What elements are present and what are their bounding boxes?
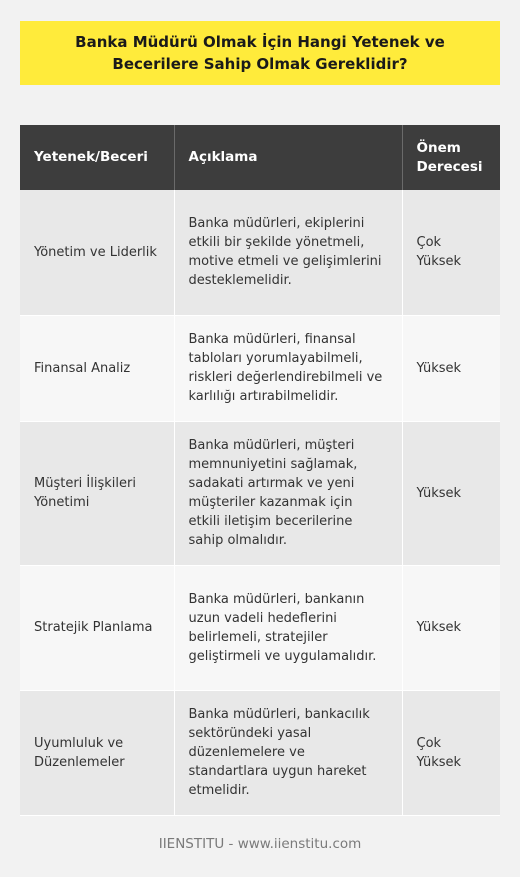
description-cell: Banka müdürleri, ekiplerini etkili bir şekilde yönetmeli, motive etmeli ve gelişimlerini desteklemelidir. <box>174 190 402 315</box>
skill-cell: Stratejik Planlama <box>20 565 174 690</box>
column-header-importance: Önem Derecesi <box>402 125 500 190</box>
importance-cell: Çok Yüksek <box>402 190 500 315</box>
importance-cell: Çok Yüksek <box>402 690 500 815</box>
table-row <box>20 421 500 565</box>
table-body <box>20 190 500 815</box>
table-row <box>20 565 500 690</box>
page-title: Banka Müdürü Olmak İçin Hangi Yetenek ve Becerilere Sahip Olmak Gereklidir? <box>75 33 445 73</box>
table-header-row <box>20 125 500 190</box>
importance-cell: Yüksek <box>402 315 500 421</box>
table-header <box>20 125 500 190</box>
description-cell: Banka müdürleri, bankanın uzun vadeli hedeflerini belirlemeli, stratejiler geliştirmeli ve uygulamalıdır. <box>174 565 402 690</box>
column-header-description: Açıklama <box>174 125 402 190</box>
title-banner <box>20 21 500 85</box>
skill-cell: Finansal Analiz <box>20 315 174 421</box>
table-row <box>20 690 500 815</box>
skill-cell: Uyumluluk ve Düzenlemeler <box>20 690 174 815</box>
importance-cell: Yüksek <box>402 421 500 565</box>
column-header-skill: Yetenek/Beceri <box>20 125 174 190</box>
description-cell: Banka müdürleri, müşteri memnuniyetini sağlamak, sadakati artırmak ve yeni müşteriler kazanmak için etkili iletişim becerilerine sahip olmalıdır. <box>174 421 402 565</box>
table-row <box>20 315 500 421</box>
skill-cell: Yönetim ve Liderlik <box>20 190 174 315</box>
footer-credit: IIENSTITU - www.iienstitu.com <box>158 836 362 852</box>
description-cell: Banka müdürleri, finansal tabloları yorumlayabilmeli, riskleri değerlendirebilmeli ve karlılığı artırabilmelidir. <box>174 315 402 421</box>
skill-cell: Müşteri İlişkileri Yönetimi <box>20 421 174 565</box>
skills-table <box>20 125 500 816</box>
importance-cell: Yüksek <box>402 565 500 690</box>
table-row <box>20 190 500 315</box>
description-cell: Banka müdürleri, bankacılık sektöründeki yasal düzenlemelere ve standartlara uygun hareket etmelidir. <box>174 690 402 815</box>
